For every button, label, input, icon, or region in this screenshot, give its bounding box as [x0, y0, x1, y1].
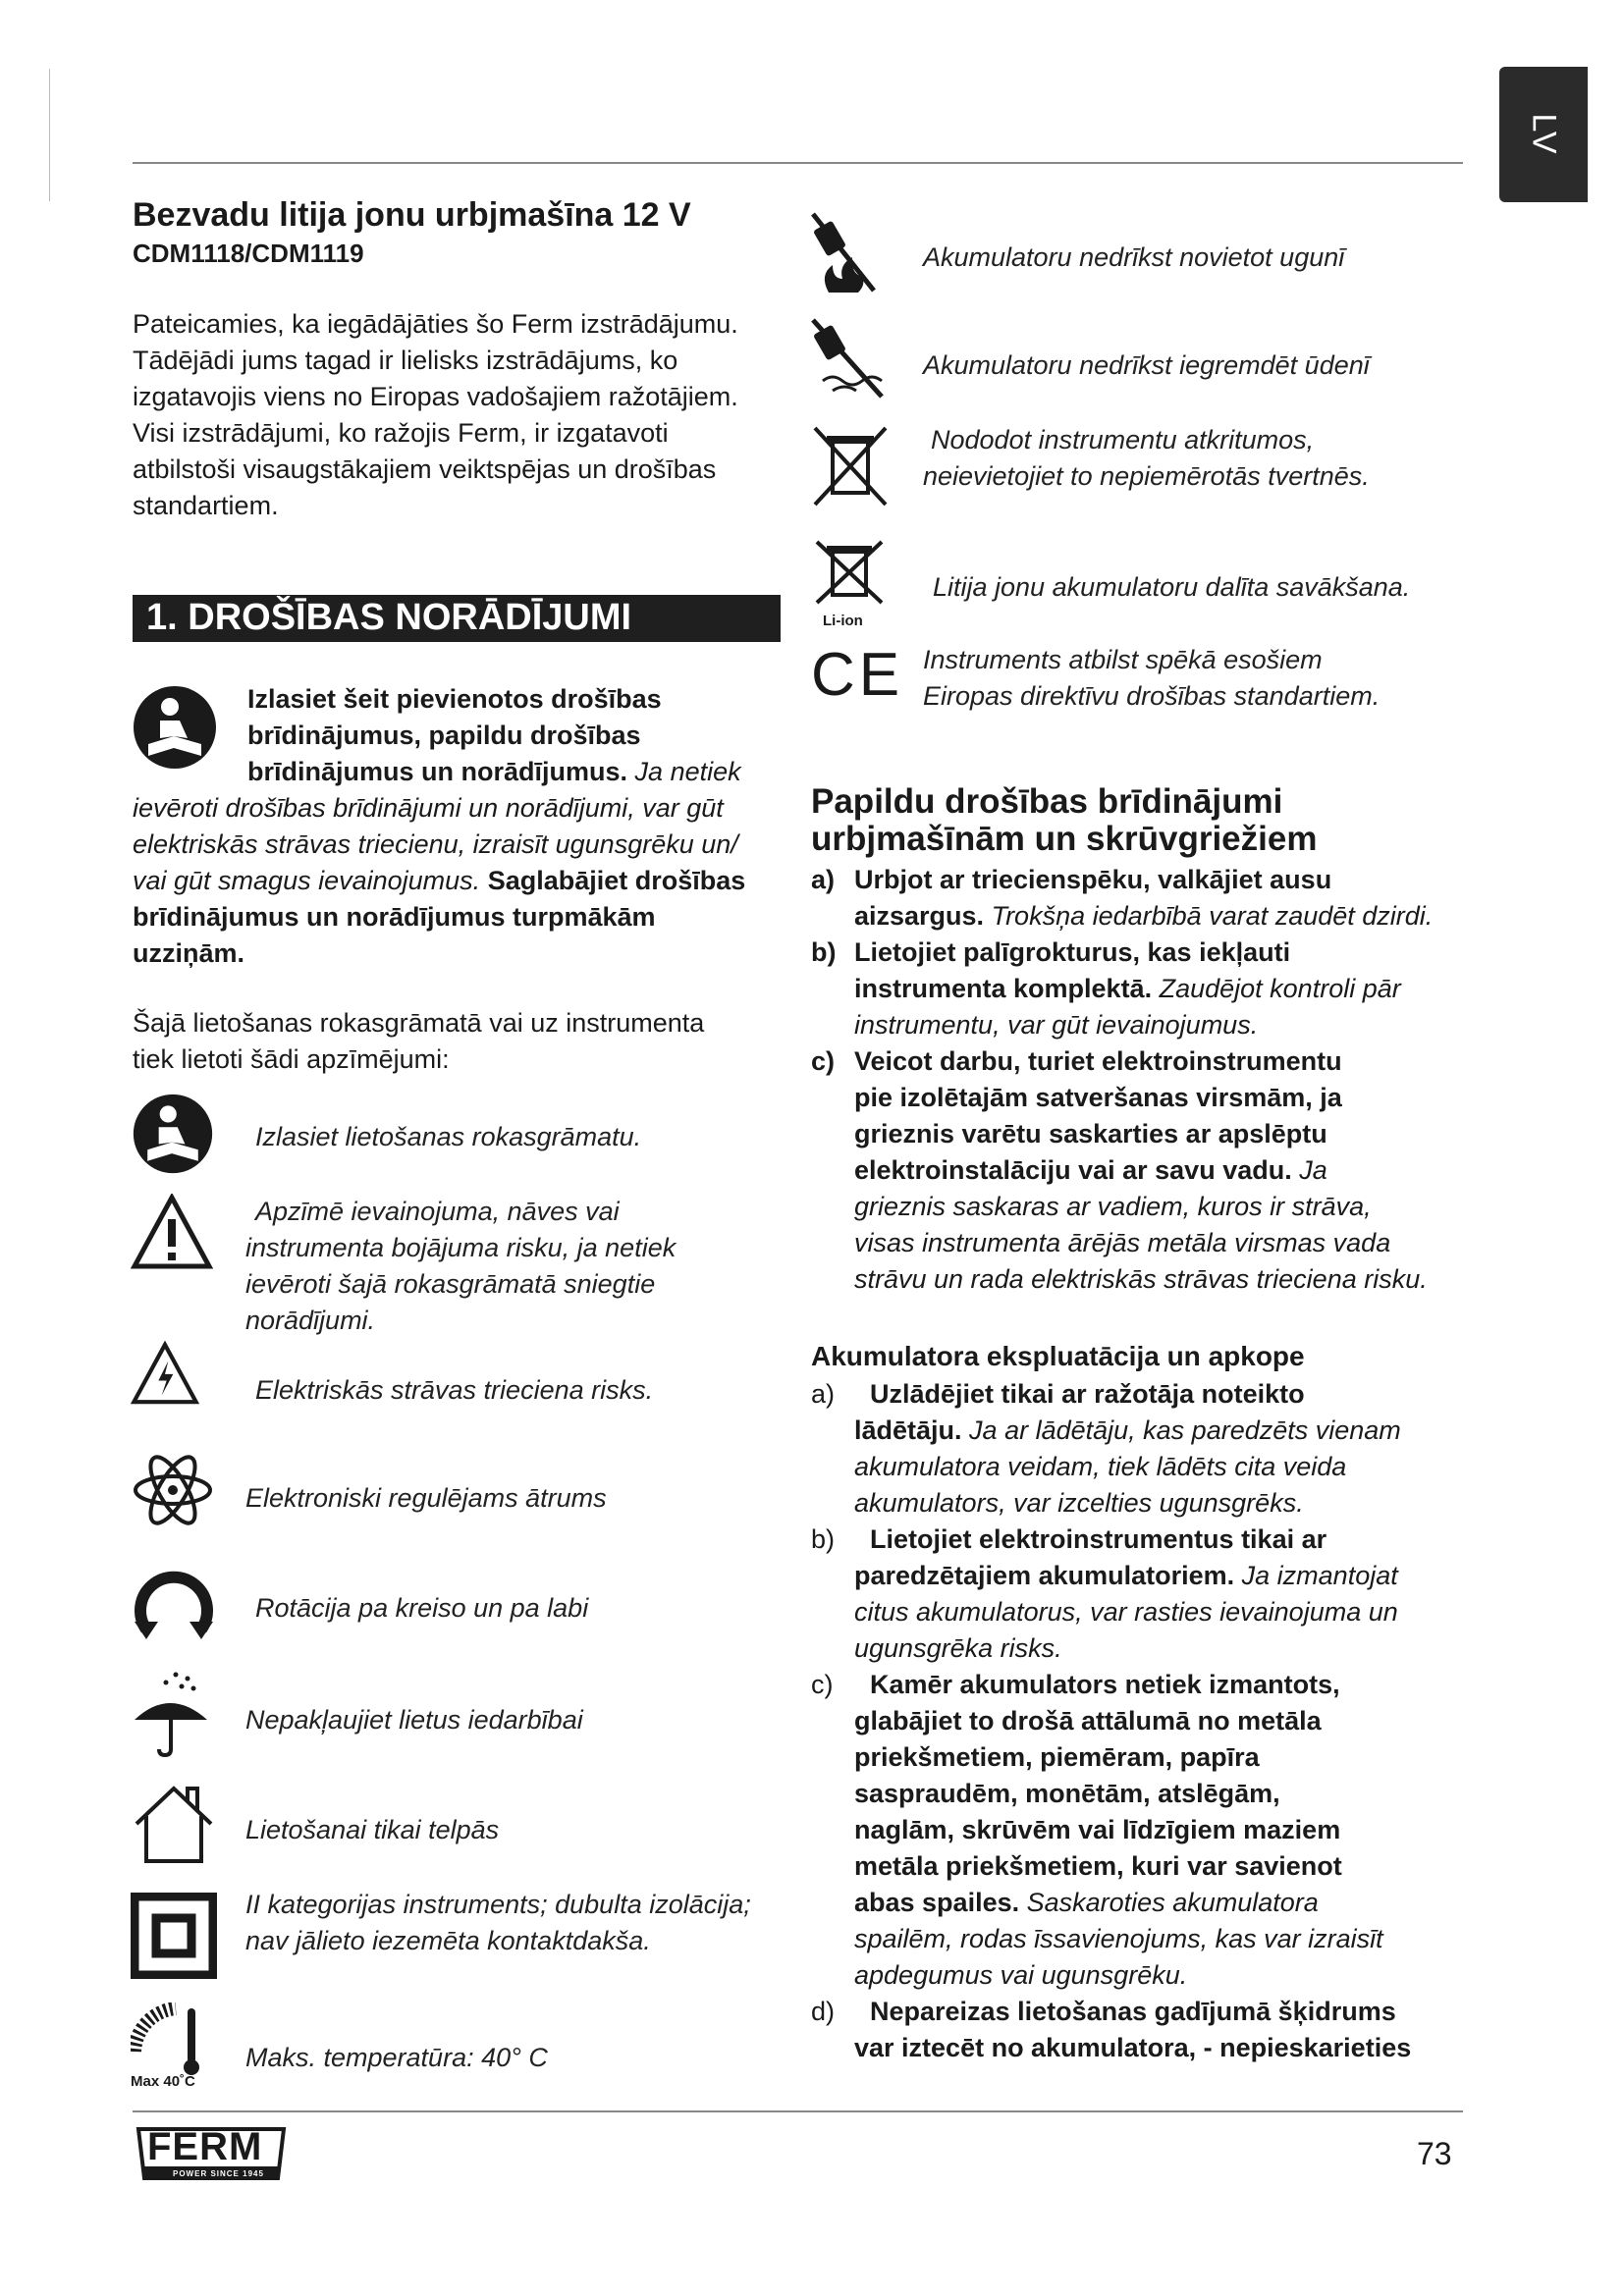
item-line: var iztecēt no akumulatora, - nepieskarieties: [854, 2033, 1412, 2062]
item-italic-text: Ja izmantojat: [1241, 1561, 1398, 1590]
item-bold-text: abas spailes.: [854, 1888, 1020, 1917]
warning-caption-line: Apzīmē ievainojuma, nāves vai: [255, 1197, 620, 1226]
warning-line: elektriskās strāvas triecienu, izraisīt ugunsgrēku un/: [133, 829, 738, 859]
warning-line: brīdinājumus un norādījumus turpmākām: [133, 902, 656, 932]
indoor-caption: Lietošanai tikai telpās: [245, 1815, 500, 1844]
item-line: naglām, skrūvēm vai līdzīgiem maziem: [854, 1815, 1341, 1844]
section-heading: 1. DROŠĪBAS NORĀDĪJUMI: [146, 597, 632, 638]
item-line: visas instrumenta ārējās metāla virsmas vada: [854, 1228, 1391, 1257]
item-line: Lietojiet palīgrokturus, kas iekļauti: [854, 937, 1291, 967]
item-label: c): [811, 1046, 836, 1076]
extra-warnings-heading: [811, 783, 1317, 858]
max-temperature-icon-label: Max 40˚C: [131, 2073, 195, 2090]
item-line: grieznis saskaras ar vadiem, kuros ir strāva,: [854, 1192, 1372, 1221]
item-line: pie izolētajām satveršanas virsmām, ja: [854, 1083, 1342, 1112]
page-title: Bezvadu litija jonu urbjmašīna 12 V: [133, 196, 691, 234]
battery-item-a: [811, 1376, 1479, 1522]
ce-caption-line: Instruments atbilst spēkā esošiem: [923, 645, 1323, 674]
warning-line: [133, 863, 790, 899]
double-insulation-icon: [131, 1893, 217, 1979]
language-label: LV: [1525, 113, 1563, 156]
read-manual-icon: [131, 1092, 215, 1176]
maxtemp-caption: Maks. temperatūra: 40° C: [245, 2043, 548, 2072]
item-label: b): [811, 937, 837, 967]
read-warning-bold: [247, 681, 741, 790]
item-label: a): [811, 865, 836, 894]
warning-bold-text: brīdinājumus un norādījumus.: [247, 757, 628, 786]
item-italic-text: Trokšņa iedarbībā varat zaudēt dzirdi.: [991, 901, 1434, 931]
intro-line: atbilstoši visaugstākajiem veiktspējas un drošības: [133, 454, 717, 484]
item-bold-text: instrumenta komplektā.: [854, 974, 1153, 1003]
item-line: strāvu un rada elektriskās strāvas trieciena risku.: [854, 1264, 1428, 1294]
item-line: Kamēr akumulators netiek izmantots,: [870, 1670, 1340, 1699]
warning-caption-line: ievēroti šajā rokasgrāmatā sniegtie: [245, 1269, 656, 1299]
item-line: akumulators, var izcelties ugunsgrēks.: [854, 1488, 1304, 1518]
electric-caption: Elektriskās strāvas trieciena risks.: [255, 1375, 654, 1405]
item-line: Lietojiet elektroinstrumentus tikai ar: [870, 1524, 1327, 1554]
electronic-speed-icon: [131, 1451, 215, 1529]
bottom-rule: [133, 2110, 1463, 2112]
disposal-caption-line: neievietojiet to nepiemērotās tvertnēs.: [923, 461, 1370, 491]
intro-paragraph: [133, 306, 800, 524]
item-label: c): [811, 1670, 834, 1699]
item-bold-text: paredzētajiem akumulatoriem.: [854, 1561, 1235, 1590]
intro-line: Tādējādi jums tagad ir lielisks izstrādājums, ko: [133, 346, 678, 375]
item-italic-text: Zaudējot kontroli pār: [1159, 974, 1401, 1003]
ce-caption-line: Eiropas direktīvu drošības standartiem.: [923, 681, 1380, 711]
warning-caption-line: norādījumi.: [245, 1306, 376, 1335]
symbols-intro-line: Šajā lietošanas rokasgrāmatā vai uz instrumenta: [133, 1008, 705, 1038]
top-rule: [133, 162, 1463, 164]
item-line: metāla priekšmetiem, kuri var savienot: [854, 1851, 1342, 1881]
warning-caption-line: instrumenta bojājuma risku, ja netiek: [245, 1233, 677, 1262]
battery-heading: Akumulatora ekspluatācija un apkope: [811, 1341, 1305, 1371]
warning-italic-text: vai gūt smagus ievainojumus.: [133, 866, 481, 895]
no-water-icon: [809, 316, 888, 400]
weee-bin-icon: [811, 424, 890, 508]
item-line: priekšmetiem, piemēram, papīra: [854, 1742, 1260, 1772]
page-number: 73: [1417, 2136, 1452, 2171]
warning-triangle-icon: [131, 1194, 213, 1270]
extra-warnings-list: [811, 862, 1479, 1298]
model-number: CDM1118/CDM1119: [133, 239, 364, 268]
ferm-logo-text: FERM: [147, 2125, 263, 2168]
item-line: ugunsgrēka risks.: [854, 1633, 1062, 1663]
item-label: a): [811, 1379, 836, 1409]
symbols-intro: [133, 1005, 704, 1078]
rotation-caption: Rotācija pa kreiso un pa labi: [255, 1593, 589, 1623]
warning-line: uzziņām.: [133, 938, 245, 968]
item-bold-text: lādētāju.: [854, 1415, 962, 1445]
extra-item-a: [811, 862, 1479, 934]
battery-item-b: [811, 1522, 1479, 1667]
item-line: apdegumus vai ugunsgrēku.: [854, 1960, 1188, 1990]
extra-heading-line: Papildu drošības brīdinājumi: [811, 782, 1283, 821]
no-fire-icon: [809, 210, 878, 294]
item-line: Veicot darbu, turiet elektroinstrumentu: [854, 1046, 1342, 1076]
symbols-intro-line: tiek lietoti šādi apzīmējumi:: [133, 1044, 450, 1074]
warning-line: brīdinājumus, papildu drošības: [247, 721, 641, 750]
ce-mark-icon: CE: [811, 641, 904, 709]
item-bold-text: aizsargus.: [854, 901, 985, 931]
disposal-caption: [923, 422, 1370, 495]
ce-caption: [923, 642, 1380, 715]
read-warning-body: [133, 790, 790, 972]
item-line: akumulatora veidam, tiek lādēts cita veida: [854, 1452, 1347, 1481]
item-label: d): [811, 1997, 836, 2026]
item-line: Urbjot ar triecienspēku, valkājiet ausu: [854, 865, 1332, 894]
battery-list: [811, 1376, 1479, 2066]
liion-caption: Litija jonu akumulatoru dalīta savākšana.: [933, 572, 1411, 602]
language-tab: [1499, 67, 1588, 202]
warning-bold-text: Saglabājiet drošības: [487, 866, 746, 895]
item-bold-text: elektroinstalāciju vai ar savu vadu.: [854, 1155, 1292, 1185]
item-line: spailēm, rodas īssavienojums, kas var izraisīt: [854, 1924, 1383, 1953]
warning-line: ievēroti drošības brīdinājumi un norādījumi, var gūt: [133, 793, 724, 823]
warning-italic-text: Ja netiek: [634, 757, 741, 786]
item-line: citus akumulatorus, var rasties ievainojuma un: [854, 1597, 1398, 1627]
item-line: glabājiet to drošā attālumā no metāla: [854, 1706, 1322, 1735]
no-fire-caption: Akumulatoru nedrīkst novietot ugunī: [923, 242, 1345, 272]
item-line: saspraudēm, monētām, atslēgām,: [854, 1779, 1280, 1808]
intro-line: standartiem.: [133, 491, 279, 520]
battery-item-d: [811, 1994, 1479, 2066]
intro-line: izgatavojis viens no Eiropas vadošajiem ražotājiem.: [133, 382, 738, 411]
disposal-caption-line: Nododot instrumentu atkritumos,: [931, 425, 1315, 454]
warning-caption: [245, 1194, 677, 1339]
read-manual-caption: Izlasiet lietošanas rokasgrāmatu.: [255, 1122, 642, 1151]
intro-line: Visi izstrādājumi, ko ražojis Ferm, ir izgatavoti: [133, 418, 669, 448]
class2-caption-line: nav jālieto iezemēta kontaktdakša.: [245, 1926, 651, 1955]
rotation-icon: [131, 1561, 217, 1643]
item-italic-text: Ja ar lādētāju, kas paredzēts vienam: [969, 1415, 1401, 1445]
class2-caption-line: II kategorijas instruments; dubulta izolācija;: [245, 1890, 751, 1919]
no-water-caption: Akumulatoru nedrīkst iegremdēt ūdenī: [923, 350, 1370, 380]
margin-line: [49, 69, 50, 201]
ferm-logo-tagline: POWER SINCE 1945: [173, 2169, 264, 2178]
liion-icon-label: Li-ion: [823, 613, 863, 629]
battery-item-c: [811, 1667, 1479, 1994]
speed-caption: Elektroniski regulējams ātrums: [245, 1483, 607, 1513]
electric-shock-icon: [131, 1341, 199, 1406]
read-manual-icon: [131, 683, 219, 772]
item-line: instrumentu, var gūt ievainojumus.: [854, 1010, 1259, 1040]
rain-caption: Nepakļaujiet lietus iedarbībai: [245, 1705, 583, 1735]
item-line: Nepareizas lietošanas gadījumā šķidrums: [870, 1997, 1396, 2026]
item-label: b): [811, 1524, 836, 1554]
extra-heading-line: urbjmašīnām un skrūvgriežiem: [811, 820, 1318, 858]
item-italic-text: Ja: [1299, 1155, 1327, 1185]
item-line: grieznis varētu saskarties ar apslēptu: [854, 1119, 1327, 1148]
item-line: Uzlādējiet tikai ar ražotāja noteikto: [870, 1379, 1305, 1409]
warning-line: [247, 754, 741, 790]
liion-recycling-icon: [813, 538, 886, 613]
extra-item-b: [811, 934, 1479, 1043]
indoor-house-icon: [131, 1781, 217, 1865]
intro-line: Pateicamies, ka iegādājāties šo Ferm izstrādājumu.: [133, 309, 738, 339]
item-italic-text: Saskaroties akumulatora: [1026, 1888, 1319, 1917]
umbrella-rain-icon: [131, 1669, 211, 1759]
class2-caption: [245, 1887, 751, 1959]
warning-line: Izlasiet šeit pievienotos drošības: [247, 684, 662, 714]
extra-item-c: [811, 1043, 1479, 1298]
section-heading-bar: [133, 595, 781, 642]
